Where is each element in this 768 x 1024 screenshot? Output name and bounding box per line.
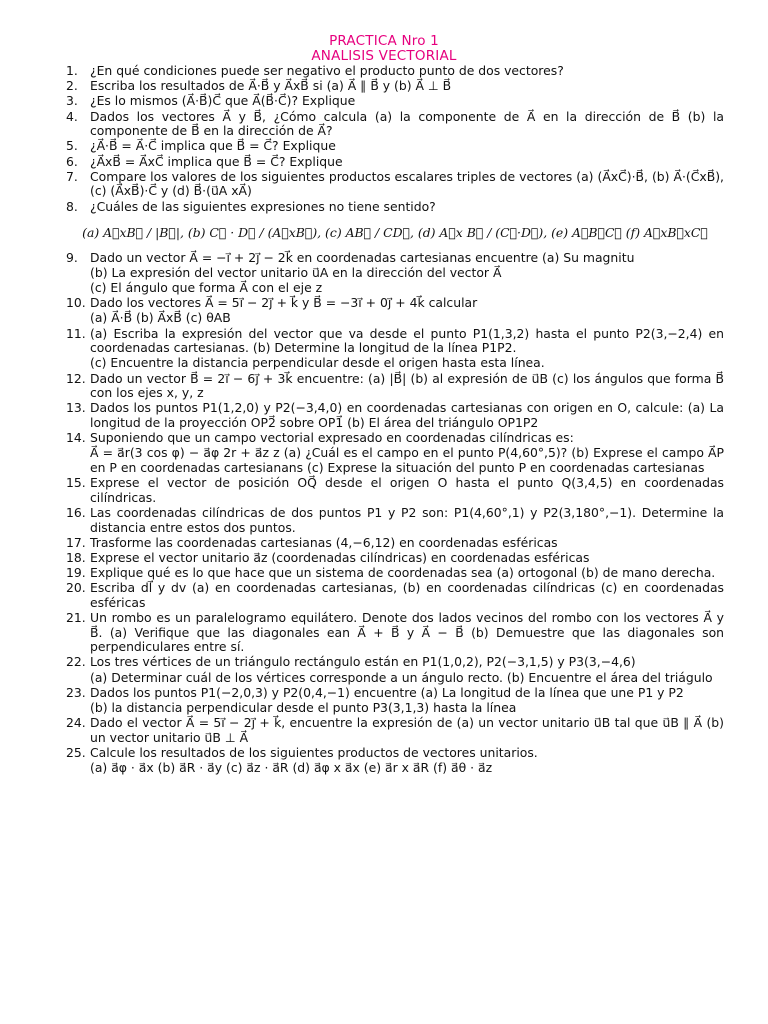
question-item — [66, 110, 724, 139]
question-text: (a) a⃗φ · a⃗x (b) a⃗R · a⃗y (c) a⃗z · a⃗R (d) a⃗φ x a⃗x (e) a⃗r x a⃗R (f) a⃗θ · a⃗z — [90, 760, 493, 776]
question-number: 11. — [66, 325, 86, 341]
question-item — [66, 251, 724, 266]
question-text: Dados los puntos P1(−2,0,3) y P2(0,4,−1) encuentre (a) La longitud de la línea que une P1 y P2 — [90, 684, 684, 700]
expression-list — [66, 215, 724, 251]
question-number: 10. — [66, 295, 86, 311]
question-text: A⃗ = a⃗r(3 cos φ) − a⃗φ 2r + a⃗z z (a) ¿Cuál es el campo en el punto P(4,60°,5)? (b) Exprese el campo A⃗P en P en coordenadas cartesianans (c) Exprese la situación del punto P en coordenadas cartesianas — [90, 445, 724, 475]
question-text: Escriba los resultados de A⃗·B⃗ y A⃗xB⃗ si (a) A⃗ ∥ B⃗ y (b) A⃗ ⊥ B⃗ — [90, 78, 452, 94]
question-text: Dado el vector A⃗ = 5i⃗ − 2j⃗ + k⃗, encuentre la expresión de (a) un vector unitario u⃗B tal que u⃗B ∥ A⃗ (b) un vector unitario u⃗B ⊥ A⃗ — [90, 715, 724, 745]
question-text: Dados los vectores A⃗ y B⃗, ¿Cómo calcula (a) la componente de A⃗ en la dirección de B⃗ (b) la componente de B⃗ en la dirección de A⃗? — [90, 108, 724, 139]
question-text: (b) La expresión del vector unitario u⃗A en la dirección del vector A⃗ — [90, 264, 502, 280]
question-item — [66, 506, 724, 535]
question-item — [66, 746, 724, 761]
question-item — [66, 551, 724, 566]
question-number — [66, 671, 90, 686]
document-subtitle: ANALISIS VECTORIAL — [311, 48, 457, 64]
question-item — [66, 79, 724, 94]
question-text: (c) Encuentre la distancia perpendicular desde el origen hasta esta línea. — [90, 355, 545, 371]
question-continuation — [66, 761, 724, 776]
question-number: 17. — [66, 534, 86, 550]
question-text: Los tres vértices de un triángulo rectángulo están en P1(1,0,2), P2(−3,1,5) y P3(3,−4,6) — [90, 654, 636, 670]
question-text: Dado un vector A⃗ = −i⃗ + 2j⃗ − 2k⃗ en coordenadas cartesianas encuentre (a) Su magnitu — [90, 249, 635, 265]
question-text: (b) la distancia perpendicular desde el punto P3(3,1,3) hasta la línea — [90, 699, 517, 715]
question-continuation — [66, 701, 724, 716]
question-continuation — [66, 356, 724, 371]
question-item — [66, 536, 724, 551]
question-item — [66, 94, 724, 109]
question-item — [66, 401, 724, 430]
question-number — [66, 356, 90, 371]
question-number — [66, 266, 90, 281]
question-continuation — [66, 671, 724, 686]
question-text: Exprese el vector de posición OQ⃗ desde el origen O hasta el punto Q(3,4,5) en coordenadas cilíndricas. — [90, 475, 724, 505]
question-item — [66, 296, 724, 311]
question-continuation — [66, 266, 724, 281]
question-item — [66, 476, 724, 505]
question-item — [66, 327, 724, 356]
question-number: 24. — [66, 715, 86, 731]
question-number: 19. — [66, 565, 86, 581]
question-item — [66, 64, 724, 79]
question-number: 21. — [66, 610, 86, 626]
question-number: 13. — [66, 400, 86, 416]
question-number — [66, 761, 90, 776]
question-item — [66, 655, 724, 670]
question-number: 3. — [66, 93, 78, 109]
question-number: 16. — [66, 504, 86, 520]
question-text: Dado los vectores A⃗ = 5i⃗ − 2j⃗ + k⃗ y B⃗ = −3i⃗ + 0j⃗ + 4k⃗ calcular — [90, 295, 478, 311]
question-item — [66, 566, 724, 581]
question-text: Dados los puntos P1(1,2,0) y P2(−3,4,0) en coordenadas cartesianas con origen en O, calcule: (a) La longitud de la proyección OP2⃗ sobre OP1⃗ (b) El área del triángulo OP1P2 — [90, 400, 724, 430]
question-continuation — [66, 446, 724, 475]
question-item — [66, 155, 724, 170]
question-item — [66, 686, 724, 701]
question-text: (a) Escriba la expresión del vector que va desde el punto P1(1,3,2) hasta el punto P2(3,−2,4) en coordenadas cartesianas. (b) Determine la longitud de la línea P1P2. — [90, 325, 724, 356]
question-text: Exprese el vector unitario a⃗z (coordenadas cilíndricas) en coordenadas esféricas — [90, 549, 590, 565]
question-number: 18. — [66, 549, 86, 565]
question-item — [66, 611, 724, 655]
question-number: 4. — [66, 108, 78, 124]
question-item — [66, 716, 724, 745]
question-number: 2. — [66, 78, 78, 94]
question-text: ¿Cuáles de las siguientes expresiones no tiene sentido? — [90, 198, 436, 214]
question-item — [66, 170, 724, 199]
question-text: ¿En qué condiciones puede ser negativo el producto punto de dos vectores? — [90, 63, 564, 78]
question-text: Escriba dl⃗ y dv (a) en coordenadas cartesianas, (b) en coordenadas cilíndricas (c) en coordenadas esféricas — [90, 580, 724, 610]
question-text: ¿A⃗·B⃗ = A⃗·C⃗ implica que B⃗ = C⃗? Explique — [90, 138, 336, 154]
question-number: 8. — [66, 198, 78, 214]
question-number — [66, 281, 90, 296]
question-number — [66, 311, 90, 326]
question-number — [66, 446, 90, 475]
question-number: 22. — [66, 654, 86, 670]
question-text: Suponiendo que un campo vectorial expresado en coordenadas cilíndricas es: — [90, 430, 574, 446]
question-number — [66, 701, 90, 716]
question-item — [66, 431, 724, 446]
question-text: Dado un vector B⃗ = 2i⃗ − 6j⃗ + 3k⃗ encuentre: (a) |B⃗| (b) al expresión de u⃗B (c) los ángulos que forma B⃗ con los ejes x, y, z — [90, 370, 724, 401]
question-number: 12. — [66, 370, 86, 386]
question-number: 5. — [66, 138, 78, 154]
question-continuation — [66, 311, 724, 326]
question-text: Un rombo es un paralelogramo equilátero. Denote dos lados vecinos del rombo con los vectores A⃗ y B⃗. (a) Verifique que las diagonales ean A⃗ + B⃗ y A⃗ − B⃗ (b) Demuestre que las diagonales son perpendiculares entre sí. — [90, 610, 724, 655]
question-number: 15. — [66, 475, 86, 491]
question-text: Compare los valores de los siguientes productos escalares triples de vectores (a) (A⃗xC⃗)·B⃗, (b) A⃗·(C⃗xB⃗), (c) (A⃗xB⃗)·C⃗ y (d) B⃗·(u⃗A xA⃗) — [90, 168, 724, 199]
question-text: (a) Determinar cuál de los vértices corresponde a un ángulo recto. (b) Encuentre el área del triágulo — [90, 669, 713, 685]
question-item — [66, 581, 724, 610]
question-text: Explique qué es lo que hace que un sistema de coordenadas sea (a) ortogonal (b) de mano derecha. — [90, 565, 716, 581]
question-text: (a) A⃗·B⃗ (b) A⃗xB⃗ (c) θAB — [90, 310, 231, 326]
question-item — [66, 200, 724, 215]
question-text: ¿Es lo mismos (A⃗·B⃗)C⃗ que A⃗(B⃗·C⃗)? Explique — [90, 93, 356, 109]
question-number: 14. — [66, 430, 86, 446]
question-text: Las coordenadas cilíndricas de dos puntos P1 y P2 son: P1(4,60°,1) y P2(3,180°,−1). Determine la distancia entre estos dos puntos. — [90, 504, 724, 535]
question-number: 25. — [66, 744, 86, 760]
question-number: 6. — [66, 153, 78, 169]
question-text: Calcule los resultados de los siguientes productos de vectores unitarios. — [90, 744, 538, 760]
question-number: 9. — [66, 249, 78, 265]
document-header — [0, 0, 768, 64]
question-number: 7. — [66, 168, 78, 184]
document-title: PRACTICA Nro 1 — [329, 33, 439, 49]
question-number: 1. — [66, 63, 78, 78]
question-text: ¿A⃗xB⃗ = A⃗xC⃗ implica que B⃗ = C⃗? Explique — [90, 153, 343, 169]
question-number: 23. — [66, 684, 86, 700]
question-item — [66, 372, 724, 401]
question-text: Trasforme las coordenadas cartesianas (4,−6,12) en coordenadas esféricas — [90, 534, 558, 550]
question-list — [66, 64, 724, 776]
question-number: 20. — [66, 580, 86, 596]
expression-text: (a) A⃗xB⃗ / |B⃗|, (b) C⃗ · D⃗ / (A⃗xB⃗), (c) AB⃗ / CD⃗, (d) A⃗x B⃗ / (C⃗·D⃗), (e) A⃗B⃗C⃗ (f) A⃗xB⃗xC⃗ — [82, 224, 708, 240]
question-item — [66, 139, 724, 154]
question-text: (c) El ángulo que forma A⃗ con el eje z — [90, 280, 323, 296]
question-continuation — [66, 281, 724, 296]
